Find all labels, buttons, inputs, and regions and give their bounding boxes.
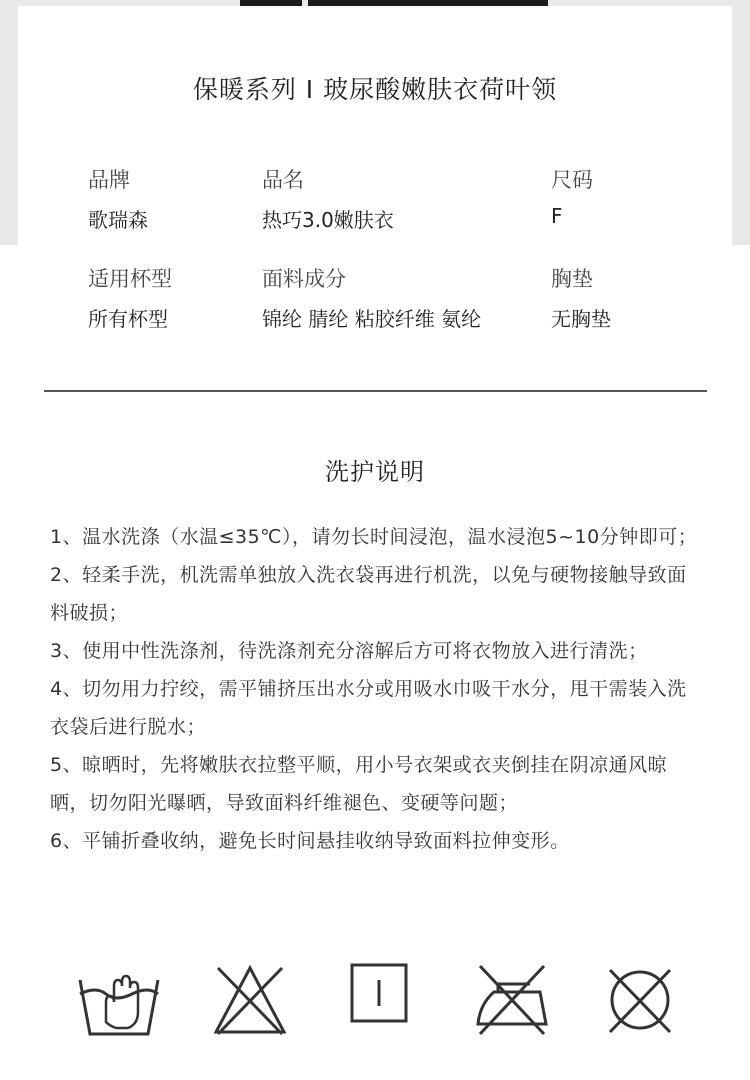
spec-value: 歌瑞森 [88,208,148,232]
hand-wash-icon [76,962,162,1040]
no-dry-clean-icon [602,962,678,1038]
section-divider [44,390,707,392]
spec-label: 面料成分 [262,267,346,291]
care-item: 4、切勿用力拧绞，需平铺挤压出水分或用吸水巾吸干水分，甩干需装入洗衣袋后进行脱水； [50,678,687,738]
spec-value: F [551,204,563,228]
spec-fabric [262,263,481,332]
care-item: 3、使用中性洗涤剂，待洗涤剂充分溶解后方可将衣物放入进行清洗； [50,640,648,662]
care-item: 1、温水洗涤（水温≤35℃），请勿长时间浸泡，温水浸泡5~10分钟即可； [50,526,698,548]
spec-cup-type [88,263,172,332]
spec-value: 锦纶 腈纶 粘胶纤维 氨纶 [262,307,482,331]
spec-label: 胸垫 [551,267,593,291]
spec-product-name [262,164,394,233]
care-item: 6、平铺折叠收纳，避免长时间悬挂收纳导致面料拉伸变形。 [50,830,570,852]
no-iron-icon [474,962,550,1038]
care-icons [0,962,750,1042]
no-bleach-icon [212,962,288,1038]
care-item: 2、轻柔手洗，机洗需单独放入洗衣袋再进行机洗，以免与硬物接触导致面料破损； [50,564,687,624]
tumble-dry-icon [349,962,409,1026]
care-item: 5、晾晒时，先将嫩肤衣拉整平顺，用小号衣架或衣夹倒挂在阴凉通风晾晒，切勿阳光曝晒，导致面料纤维褪色、变硬等问题； [50,754,668,814]
spec-label: 品牌 [88,168,130,192]
care-title: 洗护说明 [325,458,425,486]
product-title: 保暖系列 I 玻尿酸嫩肤衣荷叶领 [192,75,558,104]
spec-value: 所有杯型 [88,307,168,331]
spec-size [551,164,593,228]
spec-label: 品名 [262,168,304,192]
spec-label: 尺码 [551,168,593,192]
spec-value: 无胸垫 [551,307,611,331]
spec-brand [88,164,148,233]
care-instructions [50,518,700,860]
spec-label: 适用杯型 [88,267,172,291]
spec-value: 热巧3.0嫩肤衣 [262,208,394,232]
spec-pad [551,263,611,332]
